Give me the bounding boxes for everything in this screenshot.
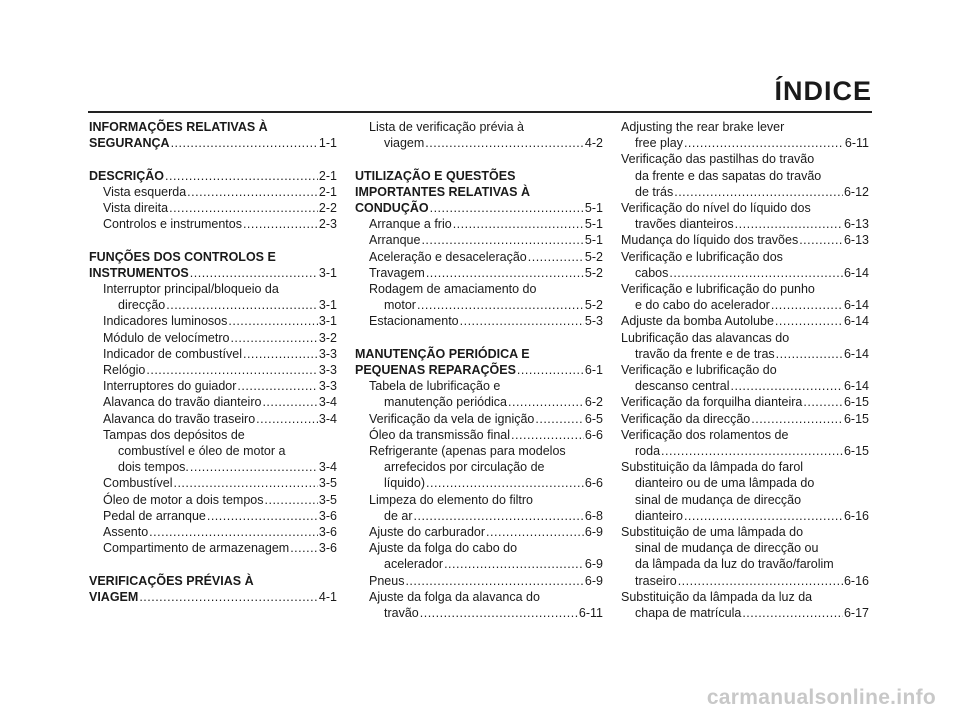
- toc-dot-leader: [190, 459, 318, 475]
- toc-entry-text: MANUTENÇÃO PERIÓDICA E: [355, 346, 530, 361]
- watermark: carmanualsonline.info: [706, 686, 936, 709]
- toc-entry-title: Adjuste da bomba Autolube: [621, 314, 774, 329]
- toc-entry-title: Verificação da direcção: [621, 411, 751, 426]
- toc-page-number: 3-6: [318, 508, 337, 523]
- toc-entry-title: Controlos e instrumentos: [103, 217, 242, 232]
- toc-dot-leader: [171, 135, 318, 151]
- toc-entry-title: traseiro: [635, 573, 677, 588]
- toc-entry-title: Módulo de velocímetro: [103, 330, 230, 345]
- toc-dot-leader: [265, 492, 318, 508]
- toc-entry: [355, 216, 603, 232]
- toc-page-number: 6-17: [843, 606, 869, 621]
- toc-entry-text: sinal de mudança de direcção: [635, 492, 802, 507]
- toc-entry-title: Pneus: [369, 573, 405, 588]
- toc-entry: [89, 411, 337, 427]
- toc-entry-text: Verificação e lubrificação dos: [621, 249, 783, 264]
- toc-page-number: 6-6: [584, 427, 603, 442]
- toc-entry: [621, 216, 869, 232]
- toc-dot-leader: [731, 378, 843, 394]
- toc-entry-text: Substituição da lâmpada da luz da: [621, 589, 813, 604]
- toc-dot-leader: [237, 378, 318, 394]
- toc-dot-leader: [256, 411, 318, 427]
- toc-entry-text: Lista de verificação prévia à: [369, 120, 524, 134]
- toc-column-3: [621, 119, 869, 621]
- toc-dot-leader: [149, 524, 318, 540]
- toc-entry-title: Estacionamento: [369, 314, 459, 329]
- toc-entry: [621, 313, 869, 329]
- toc-dot-leader: [775, 313, 843, 329]
- toc-page-number: 3-2: [318, 330, 337, 345]
- toc-entry-title: Alavanca do travão traseiro: [103, 411, 256, 426]
- toc-entry-title: SEGURANÇA: [89, 136, 170, 151]
- toc-entry: [355, 573, 603, 589]
- toc-entry-text: da frente e das sapatas do travão: [635, 168, 822, 183]
- toc-entry: [89, 475, 337, 491]
- toc-entry-title: Arranque: [369, 233, 421, 248]
- toc-dot-leader: [771, 297, 843, 313]
- toc-entry-title: Arranque a frio: [369, 217, 452, 232]
- toc-dot-leader: [426, 265, 584, 281]
- toc-entry-title: dianteiro: [635, 508, 683, 523]
- toc-dot-leader: [453, 216, 584, 232]
- toc-entry: [89, 313, 337, 329]
- toc-page-number: 1-1: [318, 136, 337, 151]
- toc-entry-title: líquido): [384, 476, 425, 491]
- toc-page-number: 6-13: [843, 217, 869, 232]
- toc-entry-title: Verificação da forquilha dianteira: [621, 395, 803, 410]
- toc-entry-title: Assento: [103, 525, 149, 540]
- toc-entry-title: direcção: [118, 298, 166, 313]
- toc-entry-title: Travagem: [369, 265, 425, 280]
- toc-entry-title: CONDUÇÃO: [355, 201, 429, 215]
- toc-dot-leader: [430, 200, 584, 216]
- toc-entry-title: cabos: [635, 265, 669, 280]
- toc-dot-leader: [228, 313, 318, 329]
- toc-entry: [89, 508, 337, 524]
- toc-entry-title: travão: [384, 606, 419, 621]
- toc-page-number: 6-16: [843, 508, 869, 523]
- toc-dot-leader: [669, 265, 843, 281]
- toc-entry-title: descanso central: [635, 379, 730, 394]
- toc-entry: [89, 216, 337, 232]
- toc-entry: [355, 605, 603, 621]
- toc-entry: [89, 492, 337, 508]
- toc-entry-title: Mudança do líquido dos travões: [621, 233, 799, 248]
- toc-page-number: 3-1: [318, 314, 337, 329]
- toc-page-number: 6-2: [584, 395, 603, 410]
- toc-entry: [355, 135, 603, 151]
- toc-dot-leader: [425, 135, 584, 151]
- toc-entry-text: Verificação das pastilhas do travão: [621, 152, 815, 167]
- toc-dot-leader: [684, 135, 844, 151]
- toc-dot-leader: [751, 411, 843, 427]
- toc-entry-text: Refrigerante (apenas para modelos: [369, 444, 566, 459]
- toc-entry: [89, 168, 337, 184]
- toc-dot-leader: [528, 249, 584, 265]
- toc-entry-title: Vista direita: [103, 201, 169, 215]
- toc-page-number: 2-1: [318, 184, 337, 199]
- toc-entry-title: Óleo de motor a dois tempos: [103, 492, 264, 507]
- toc-page-number: 6-6: [584, 476, 603, 491]
- toc-page-number: 6-15: [843, 411, 869, 426]
- toc-page-number: 6-12: [843, 184, 869, 199]
- toc-entry-title: de trás: [635, 184, 674, 199]
- toc-entry-text: da lâmpada da luz do travão/farolim: [635, 557, 834, 572]
- toc-entry-text: dianteiro ou de uma lâmpada do: [635, 476, 815, 491]
- toc-entry-text: Substituição da lâmpada do farol: [621, 460, 804, 475]
- toc-entry-text: sinal de mudança de direcção ou: [635, 541, 819, 556]
- toc-page-number: 3-6: [318, 541, 337, 556]
- toc-entry-text: arrefecidos por circulação de: [384, 460, 545, 475]
- toc-entry-title: dois tempos.: [118, 460, 189, 475]
- toc-dot-leader: [262, 394, 317, 410]
- toc-entry-text: Ajuste da folga do cabo do: [369, 541, 518, 556]
- toc-entry: [621, 394, 869, 410]
- toc-dot-leader: [508, 394, 584, 410]
- toc-page-number: 5-2: [584, 249, 603, 264]
- toc-entry-text: VERIFICAÇÕES PRÉVIAS À: [89, 573, 254, 588]
- toc-entry: [355, 427, 603, 443]
- toc-entry: [621, 232, 869, 248]
- toc-dot-leader: [460, 313, 584, 329]
- toc-page-number: 5-1: [584, 201, 603, 215]
- toc-entry-text: Tampas dos depósitos de: [103, 427, 245, 442]
- toc-dot-leader: [290, 540, 318, 556]
- toc-entry-text: Adjusting the rear brake lever: [621, 120, 785, 134]
- toc-entry: [89, 297, 337, 313]
- toc-page-number: 6-14: [843, 298, 869, 313]
- toc-entry-title: VIAGEM: [89, 589, 139, 604]
- toc-page-number: 6-9: [584, 557, 603, 572]
- toc-entry: [621, 508, 869, 524]
- toc-dot-leader: [803, 394, 843, 410]
- toc-entry: [355, 297, 603, 313]
- toc-entry: [621, 135, 869, 151]
- toc-entry: [355, 265, 603, 281]
- toc-page-number: 6-13: [843, 233, 869, 248]
- toc-dot-leader: [146, 362, 318, 378]
- toc-entry: [355, 475, 603, 491]
- toc-entry-text: Rodagem de amaciamento do: [369, 282, 537, 297]
- toc-dot-leader: [139, 589, 318, 605]
- toc-entry-text: combustível e óleo de motor a: [118, 444, 286, 459]
- toc-dot-leader: [166, 297, 318, 313]
- toc-page-number: 6-9: [584, 573, 603, 588]
- toc-dot-leader: [420, 605, 578, 621]
- toc-entry: [355, 232, 603, 248]
- toc-entry-title: roda: [635, 444, 661, 459]
- toc-entry: [89, 362, 337, 378]
- toc-entry-title: Pedal de arranque: [103, 508, 206, 523]
- toc-dot-leader: [190, 265, 318, 281]
- toc-entry: [621, 297, 869, 313]
- toc-entry: [89, 378, 337, 394]
- toc-page-number: 6-15: [843, 444, 869, 459]
- toc-entry-title: Compartimento de armazenagem: [103, 541, 290, 556]
- toc-entry: [355, 200, 603, 216]
- toc-entry: [355, 394, 603, 410]
- toc-dot-leader: [165, 168, 318, 184]
- toc-entry: [621, 411, 869, 427]
- toc-entry-title: Verificação da vela de ignição: [369, 411, 535, 426]
- toc-entry: [621, 184, 869, 200]
- toc-dot-leader: [444, 556, 584, 572]
- toc-entry-title: Aceleração e desaceleração: [369, 249, 527, 264]
- toc-page-number: 5-3: [584, 314, 603, 329]
- toc-page-number: 5-1: [584, 217, 603, 232]
- toc-page-number: 2-1: [318, 168, 337, 183]
- toc-dot-leader: [776, 346, 843, 362]
- toc-page-number: 6-11: [578, 606, 603, 621]
- toc-entry-title: de ar: [384, 508, 413, 523]
- toc-page-number: 6-14: [843, 379, 869, 394]
- toc-page-number: 6-14: [843, 346, 869, 361]
- toc-entry: [355, 524, 603, 540]
- toc-entry-title: free play: [635, 136, 683, 151]
- toc-entry-text: Tabela de lubrificação e: [369, 379, 501, 394]
- toc-entry-title: Indicadores luminosos: [103, 314, 228, 329]
- toc-entry: [621, 378, 869, 394]
- toc-page-number: 3-1: [318, 265, 337, 280]
- toc-entry-title: manutenção periódica: [384, 395, 507, 410]
- toc-entry: [621, 573, 869, 589]
- toc-entry: [89, 135, 337, 151]
- toc-entry-text: Lubrificação das alavancas do: [621, 330, 790, 345]
- toc-entry-text: Limpeza do elemento do filtro: [369, 492, 533, 507]
- toc-entry-title: Ajuste do carburador: [369, 525, 486, 540]
- toc-entry-text: Substituição de uma lâmpada do: [621, 525, 804, 540]
- toc-page-number: 3-4: [318, 395, 337, 410]
- toc-dot-leader: [421, 232, 583, 248]
- toc-dot-leader: [243, 216, 318, 232]
- toc-page-number: 3-4: [318, 460, 337, 475]
- toc-entry-text: UTILIZAÇÃO E QUESTÕES: [355, 168, 516, 183]
- toc-dot-leader: [535, 411, 584, 427]
- toc-entry-title: motor: [384, 298, 416, 313]
- toc-dot-leader: [169, 200, 318, 216]
- toc-page-number: 5-1: [584, 233, 603, 248]
- toc-page-number: 3-1: [318, 298, 337, 313]
- toc-entry-title: travão da frente e de tras: [635, 346, 775, 361]
- toc-page-number: 6-15: [843, 395, 869, 410]
- toc-page-number: 3-5: [318, 476, 337, 491]
- toc-page-number: 6-1: [584, 363, 603, 378]
- toc-entry: [89, 265, 337, 281]
- toc-page-number: 4-2: [584, 136, 603, 151]
- toc-entry: [355, 362, 603, 378]
- toc-entry: [89, 330, 337, 346]
- toc-entry-text: INFORMAÇÕES RELATIVAS À: [89, 120, 268, 134]
- toc-dot-leader: [426, 475, 584, 491]
- toc-page-number: 5-2: [584, 265, 603, 280]
- toc-entry: [89, 540, 337, 556]
- toc-entry-text: Interruptor principal/bloqueio da: [103, 282, 279, 296]
- toc-entry-text: IMPORTANTES RELATIVAS À: [355, 184, 530, 199]
- toc-dot-leader: [684, 508, 843, 524]
- toc-entry: [621, 605, 869, 621]
- toc-entry: [89, 394, 337, 410]
- toc-page-number: 6-14: [843, 314, 869, 329]
- toc-page-number: 6-5: [584, 411, 603, 426]
- toc-entry-title: INSTRUMENTOS: [89, 265, 189, 280]
- toc-entry-title: PEQUENAS REPARAÇÕES: [355, 363, 516, 378]
- toc-entry-title: viagem: [384, 136, 425, 151]
- toc-dot-leader: [230, 330, 317, 346]
- toc-dot-leader: [187, 184, 318, 200]
- toc-dot-leader: [511, 427, 584, 443]
- toc-entry-title: Interruptores do guiador: [103, 379, 237, 394]
- toc-entry: [89, 459, 337, 475]
- toc-entry-text: Verificação e lubrificação do punho: [621, 282, 815, 297]
- toc-entry-text: FUNÇÕES DOS CONTROLOS E: [89, 249, 276, 264]
- toc-entry-title: Combustível: [103, 476, 173, 491]
- toc-dot-leader: [173, 475, 317, 491]
- toc-dot-leader: [243, 346, 318, 362]
- toc-dot-leader: [517, 362, 584, 378]
- toc-page-number: 3-3: [318, 379, 337, 394]
- toc-dot-leader: [661, 443, 843, 459]
- toc-page-number: 6-11: [844, 136, 869, 151]
- toc-entry: [355, 313, 603, 329]
- toc-dot-leader: [486, 524, 584, 540]
- toc-entry-title: e do cabo do acelerador: [635, 298, 770, 313]
- toc-entry-title: Relógio: [103, 363, 146, 378]
- toc-entry: [355, 508, 603, 524]
- toc-page-number: 3-3: [318, 346, 337, 361]
- toc-entry-title: travões dianteiros: [635, 217, 734, 232]
- toc-dot-leader: [799, 232, 843, 248]
- toc-entry-title: chapa de matrícula: [635, 606, 742, 621]
- toc-entry-title: Óleo da transmissão final: [369, 427, 511, 442]
- toc-entry-text: Verificação dos rolamentos de: [621, 427, 789, 442]
- toc-page-number: 2-3: [318, 217, 337, 232]
- toc-dot-leader: [405, 573, 583, 589]
- toc-entry: [621, 443, 869, 459]
- toc-entry: [89, 524, 337, 540]
- toc-entry: [621, 346, 869, 362]
- toc-dot-leader: [417, 297, 584, 313]
- toc-dot-leader: [414, 508, 584, 524]
- toc-entry-title: Indicador de combustível: [103, 346, 242, 361]
- toc-entry: [89, 200, 337, 216]
- toc-entry: [355, 411, 603, 427]
- toc-page-number: 3-6: [318, 525, 337, 540]
- toc-entry: [89, 184, 337, 200]
- toc-column-2: [355, 119, 603, 621]
- toc-entry-title: acelerador: [384, 557, 444, 572]
- page-title: ÍNDICE: [774, 76, 872, 106]
- toc-entry-text: Verificação e lubrificação do: [621, 363, 777, 378]
- toc-page-number: 6-9: [584, 525, 603, 540]
- toc-page-number: 6-14: [843, 265, 869, 280]
- toc-entry: [355, 556, 603, 572]
- toc-entry: [89, 346, 337, 362]
- toc-dot-leader: [735, 216, 843, 232]
- toc-dot-leader: [674, 184, 843, 200]
- toc-entry-title: Vista esquerda: [103, 184, 187, 199]
- toc-entry-text: Ajuste da folga da alavanca do: [369, 589, 540, 604]
- toc-entry-title: DESCRIÇÃO: [89, 168, 165, 183]
- toc-page-number: 6-8: [584, 508, 603, 523]
- toc-page-number: 3-5: [318, 492, 337, 507]
- toc-entry-title: Alavanca do travão dianteiro: [103, 395, 262, 410]
- toc-entry: [355, 249, 603, 265]
- toc-entry: [621, 265, 869, 281]
- toc-page-number: 6-16: [843, 573, 869, 588]
- toc-dot-leader: [678, 573, 843, 589]
- toc-entry-text: Verificação do nível do líquido dos: [621, 201, 811, 216]
- toc-page-number: 3-3: [318, 363, 337, 378]
- toc-page-number: 5-2: [584, 298, 603, 313]
- toc-page-number: 3-4: [318, 411, 337, 426]
- toc-page-number: 4-1: [318, 589, 337, 604]
- toc-page-number: 2-2: [318, 201, 337, 215]
- toc-dot-leader: [742, 605, 843, 621]
- toc-dot-leader: [207, 508, 318, 524]
- toc-column-1: [89, 119, 337, 605]
- title-divider: [88, 111, 872, 113]
- toc-entry: [89, 589, 337, 605]
